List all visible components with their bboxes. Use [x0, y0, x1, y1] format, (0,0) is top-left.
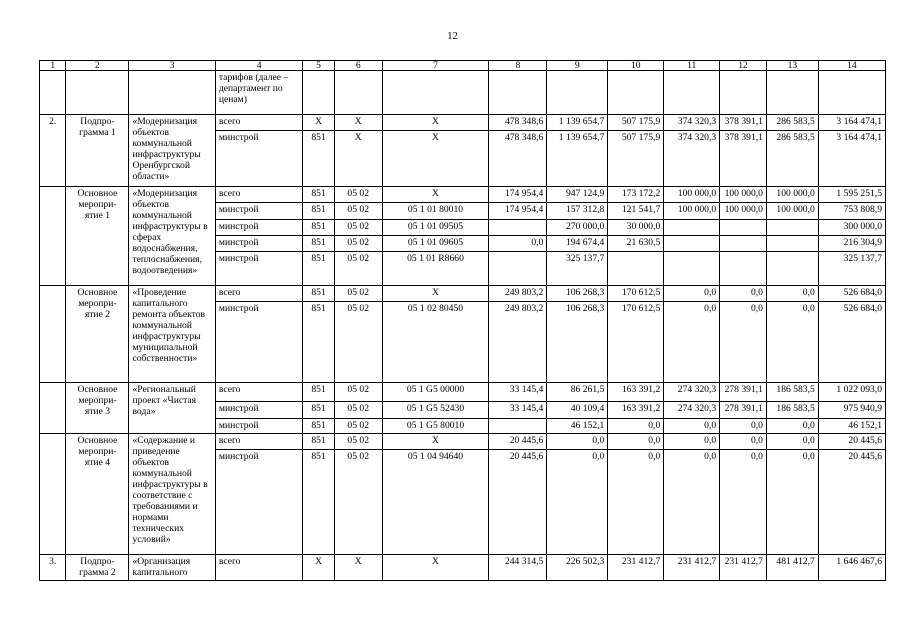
value-cell: 173 172,2	[608, 187, 664, 203]
executor-cell: всего	[215, 383, 302, 402]
value-cell: 0,0	[664, 286, 720, 302]
executor-cell: минстрой	[215, 402, 302, 419]
value-cell: X	[382, 187, 489, 203]
table-row	[40, 115, 886, 131]
value-cell: 478 348,6	[489, 131, 547, 187]
value-cell: 0,0	[608, 419, 664, 434]
executor-cell: всего	[215, 555, 302, 581]
value-cell: 0,0	[547, 450, 608, 555]
value-cell: 0,0	[766, 450, 818, 555]
value-cell: 374 320,3	[664, 115, 720, 131]
table-row	[40, 434, 886, 450]
program-name: Основное меропри-ятие 1	[66, 187, 129, 286]
row-number	[40, 187, 66, 286]
value-cell: 325 137,7	[818, 252, 885, 286]
cell	[818, 71, 885, 115]
value-cell: 100 000,0	[664, 187, 720, 203]
value-cell: 20 445,6	[489, 450, 547, 555]
column-header: 9	[547, 61, 608, 71]
executor-cell: минстрой	[215, 131, 302, 187]
value-cell: X	[334, 131, 382, 187]
cell	[547, 71, 608, 115]
program-name: Подпро-грамма 1	[66, 115, 129, 187]
value-cell: 05 02	[334, 419, 382, 434]
value-cell: 851	[303, 302, 335, 383]
value-cell: 0,0	[766, 286, 818, 302]
value-cell: 226 502,3	[547, 555, 608, 581]
value-cell: 374 320,3	[664, 131, 720, 187]
value-cell: 851	[303, 131, 335, 187]
value-cell: 05 02	[334, 302, 382, 383]
value-cell: X	[334, 555, 382, 581]
value-cell: 106 268,3	[547, 302, 608, 383]
value-cell	[766, 220, 818, 236]
column-header: 5	[303, 61, 335, 71]
budget-table	[39, 60, 886, 581]
value-cell: 278 391,1	[720, 402, 767, 419]
value-cell: 121 541,7	[608, 203, 664, 220]
value-cell: 851	[303, 450, 335, 555]
value-cell: 478 348,6	[489, 115, 547, 131]
cell	[334, 71, 382, 115]
value-cell: 851	[303, 434, 335, 450]
value-cell: 33 145,4	[489, 383, 547, 402]
value-cell: 174 954,4	[489, 187, 547, 203]
value-cell	[720, 252, 767, 286]
value-cell: 216 304,9	[818, 236, 885, 252]
value-cell: 46 152,1	[547, 419, 608, 434]
value-cell: 05 02	[334, 236, 382, 252]
value-cell: X	[382, 115, 489, 131]
column-header: 4	[215, 61, 302, 71]
value-cell: 05 1 01 R8660	[382, 252, 489, 286]
value-cell: 46 152,1	[818, 419, 885, 434]
value-cell: 0,0	[720, 419, 767, 434]
value-cell: 851	[303, 203, 335, 220]
value-cell: 174 954,4	[489, 203, 547, 220]
program-name: Основное меропри-ятие 2	[66, 286, 129, 383]
executor-cell: всего	[215, 434, 302, 450]
column-header: 2	[66, 61, 129, 71]
value-cell: 851	[303, 187, 335, 203]
value-cell: 300 000,0	[818, 220, 885, 236]
value-cell: X	[303, 115, 335, 131]
value-cell: 157 312,8	[547, 203, 608, 220]
program-name: Основное меропри-ятие 3	[66, 383, 129, 434]
value-cell: 851	[303, 419, 335, 434]
value-cell: X	[382, 555, 489, 581]
value-cell: 05 02	[334, 220, 382, 236]
value-cell: 231 412,7	[608, 555, 664, 581]
value-cell: 05 02	[334, 434, 382, 450]
executor-cell: минстрой	[215, 450, 302, 555]
value-cell: 163 391,2	[608, 402, 664, 419]
value-cell: 278 391,1	[720, 383, 767, 402]
program-title: «Модернизация объектов коммунальной инфраструктуры в сферах водоснабжения, теплоснабжения, водоотведения»	[129, 187, 215, 286]
column-header: 11	[664, 61, 720, 71]
continuation-row	[40, 71, 886, 115]
row-number	[40, 383, 66, 434]
executor-cell: минстрой	[215, 203, 302, 220]
value-cell: 05 02	[334, 286, 382, 302]
value-cell	[720, 236, 767, 252]
value-cell: 0,0	[766, 419, 818, 434]
value-cell: 3 164 474,1	[818, 115, 885, 131]
value-cell: 194 674,4	[547, 236, 608, 252]
row-number: 3.	[40, 555, 66, 581]
value-cell: 0,0	[489, 236, 547, 252]
column-header: 3	[129, 61, 215, 71]
value-cell: 100 000,0	[720, 187, 767, 203]
column-header: 12	[720, 61, 767, 71]
value-cell: 274 320,3	[664, 383, 720, 402]
value-cell: 851	[303, 286, 335, 302]
value-cell: 05 1 G5 00000	[382, 383, 489, 402]
value-cell: X	[334, 115, 382, 131]
value-cell: 851	[303, 252, 335, 286]
value-cell: 947 124,9	[547, 187, 608, 203]
value-cell: 05 1 04 94640	[382, 450, 489, 555]
value-cell: 05 02	[334, 402, 382, 419]
value-cell: 20 445,6	[818, 434, 885, 450]
value-cell: 270 000,0	[547, 220, 608, 236]
value-cell: 851	[303, 402, 335, 419]
value-cell: 851	[303, 220, 335, 236]
program-title: «Региональный проект «Чистая вода»	[129, 383, 215, 434]
value-cell: 0,0	[664, 419, 720, 434]
value-cell: 0,0	[720, 434, 767, 450]
value-cell: 286 583,5	[766, 115, 818, 131]
value-cell	[766, 236, 818, 252]
value-cell: 100 000,0	[720, 203, 767, 220]
executor-cell: минстрой	[215, 220, 302, 236]
cell	[720, 71, 767, 115]
value-cell: 05 1 01 09505	[382, 220, 489, 236]
executor-cell: всего	[215, 115, 302, 131]
value-cell: 249 803,2	[489, 302, 547, 383]
value-cell: 05 1 02 80450	[382, 302, 489, 383]
executor-cell: минстрой	[215, 302, 302, 383]
value-cell	[664, 236, 720, 252]
cell	[608, 71, 664, 115]
value-cell: 05 02	[334, 383, 382, 402]
value-cell: 851	[303, 236, 335, 252]
value-cell	[664, 220, 720, 236]
value-cell: 325 137,7	[547, 252, 608, 286]
value-cell: 0,0	[720, 450, 767, 555]
value-cell: 21 630,5	[608, 236, 664, 252]
value-cell: 106 268,3	[547, 286, 608, 302]
value-cell: 1 646 467,6	[818, 555, 885, 581]
value-cell: 05 1 01 09605	[382, 236, 489, 252]
value-cell: 05 1 G5 52430	[382, 402, 489, 419]
value-cell	[489, 252, 547, 286]
value-cell: X	[303, 555, 335, 581]
value-cell: 05 02	[334, 187, 382, 203]
value-cell: 231 412,7	[664, 555, 720, 581]
value-cell: 05 1 01 80010	[382, 203, 489, 220]
value-cell: 0,0	[720, 302, 767, 383]
value-cell	[608, 252, 664, 286]
value-cell: 100 000,0	[766, 187, 818, 203]
row-number: 2.	[40, 115, 66, 187]
value-cell: 378 391,1	[720, 131, 767, 187]
column-header: 1	[40, 61, 66, 71]
value-cell: 100 000,0	[664, 203, 720, 220]
value-cell: 481 412,7	[766, 555, 818, 581]
program-name: Основное меропри-ятие 4	[66, 434, 129, 555]
cell	[766, 71, 818, 115]
value-cell: 507 175,9	[608, 115, 664, 131]
value-cell: 1 139 654,7	[547, 131, 608, 187]
value-cell: 0,0	[766, 302, 818, 383]
executor-cell: всего	[215, 286, 302, 302]
value-cell: 05 02	[334, 450, 382, 555]
executor-cell: минстрой	[215, 252, 302, 286]
value-cell: X	[382, 286, 489, 302]
value-cell: 170 612,5	[608, 302, 664, 383]
value-cell: 753 808,9	[818, 203, 885, 220]
value-cell: 05 1 G5 80010	[382, 419, 489, 434]
value-cell: 0,0	[664, 434, 720, 450]
cell	[382, 71, 489, 115]
program-title: «Организация капитального	[129, 555, 215, 581]
value-cell: X	[382, 434, 489, 450]
program-title: «Модернизация объектов коммунальной инфраструктуры Оренбургской области»	[129, 115, 215, 187]
value-cell: 0,0	[766, 434, 818, 450]
cell	[129, 71, 215, 115]
value-cell	[664, 252, 720, 286]
value-cell: 851	[303, 383, 335, 402]
value-cell: 0,0	[608, 450, 664, 555]
column-header: 7	[382, 61, 489, 71]
table-row	[40, 286, 886, 302]
value-cell: 244 314,5	[489, 555, 547, 581]
cell	[303, 71, 335, 115]
value-cell: 0,0	[664, 450, 720, 555]
value-cell: 0,0	[608, 434, 664, 450]
value-cell: 1 595 251,5	[818, 187, 885, 203]
value-cell	[766, 252, 818, 286]
executor-cell: минстрой	[215, 236, 302, 252]
table-row	[40, 555, 886, 581]
value-cell: 40 109,4	[547, 402, 608, 419]
value-cell: 33 145,4	[489, 402, 547, 419]
cell	[664, 71, 720, 115]
column-header: 10	[608, 61, 664, 71]
value-cell: 186 583,5	[766, 402, 818, 419]
executor-cell: минстрой	[215, 419, 302, 434]
page-number: 12	[447, 31, 458, 42]
value-cell: X	[382, 131, 489, 187]
program-name: Подпро-грамма 2	[66, 555, 129, 581]
value-cell: 1 139 654,7	[547, 115, 608, 131]
value-cell	[720, 220, 767, 236]
value-cell: 526 684,0	[818, 302, 885, 383]
column-header: 8	[489, 61, 547, 71]
value-cell: 0,0	[720, 286, 767, 302]
value-cell: 86 261,5	[547, 383, 608, 402]
executor-cell: всего	[215, 187, 302, 203]
value-cell: 231 412,7	[720, 555, 767, 581]
table-row	[40, 383, 886, 402]
value-cell: 3 164 474,1	[818, 131, 885, 187]
column-header: 13	[766, 61, 818, 71]
value-cell: 378 391,1	[720, 115, 767, 131]
cell	[40, 71, 66, 115]
value-cell: 100 000,0	[766, 203, 818, 220]
value-cell: 1 022 093,0	[818, 383, 885, 402]
column-header: 6	[334, 61, 382, 71]
value-cell: 526 684,0	[818, 286, 885, 302]
value-cell: 249 803,2	[489, 286, 547, 302]
value-cell: 0,0	[664, 302, 720, 383]
value-cell: 274 320,3	[664, 402, 720, 419]
header-row	[40, 61, 886, 71]
program-title: «Проведение капитального ремонта объектов коммунальной инфраструктуры муниципальной собственности»	[129, 286, 215, 383]
value-cell	[489, 419, 547, 434]
value-cell: 170 612,5	[608, 286, 664, 302]
value-cell: 30 000,0	[608, 220, 664, 236]
value-cell: 163 391,2	[608, 383, 664, 402]
value-cell: 20 445,6	[818, 450, 885, 555]
value-cell: 507 175,9	[608, 131, 664, 187]
column-header: 14	[818, 61, 885, 71]
value-cell	[489, 220, 547, 236]
row-number	[40, 434, 66, 555]
cell	[66, 71, 129, 115]
value-cell: 975 940,9	[818, 402, 885, 419]
executor-cell: тарифов (далее – департамент по ценам)	[215, 71, 302, 115]
row-number	[40, 286, 66, 383]
value-cell: 286 583,5	[766, 131, 818, 187]
value-cell: 20 445,6	[489, 434, 547, 450]
value-cell: 05 02	[334, 252, 382, 286]
value-cell: 186 583,5	[766, 383, 818, 402]
value-cell: 0,0	[547, 434, 608, 450]
value-cell: 05 02	[334, 203, 382, 220]
cell	[489, 71, 547, 115]
table-row	[40, 187, 886, 203]
program-title: «Содержание и приведение объектов коммунальной инфраструктуры в соответствие с требованиями и нормами технических условий»	[129, 434, 215, 555]
